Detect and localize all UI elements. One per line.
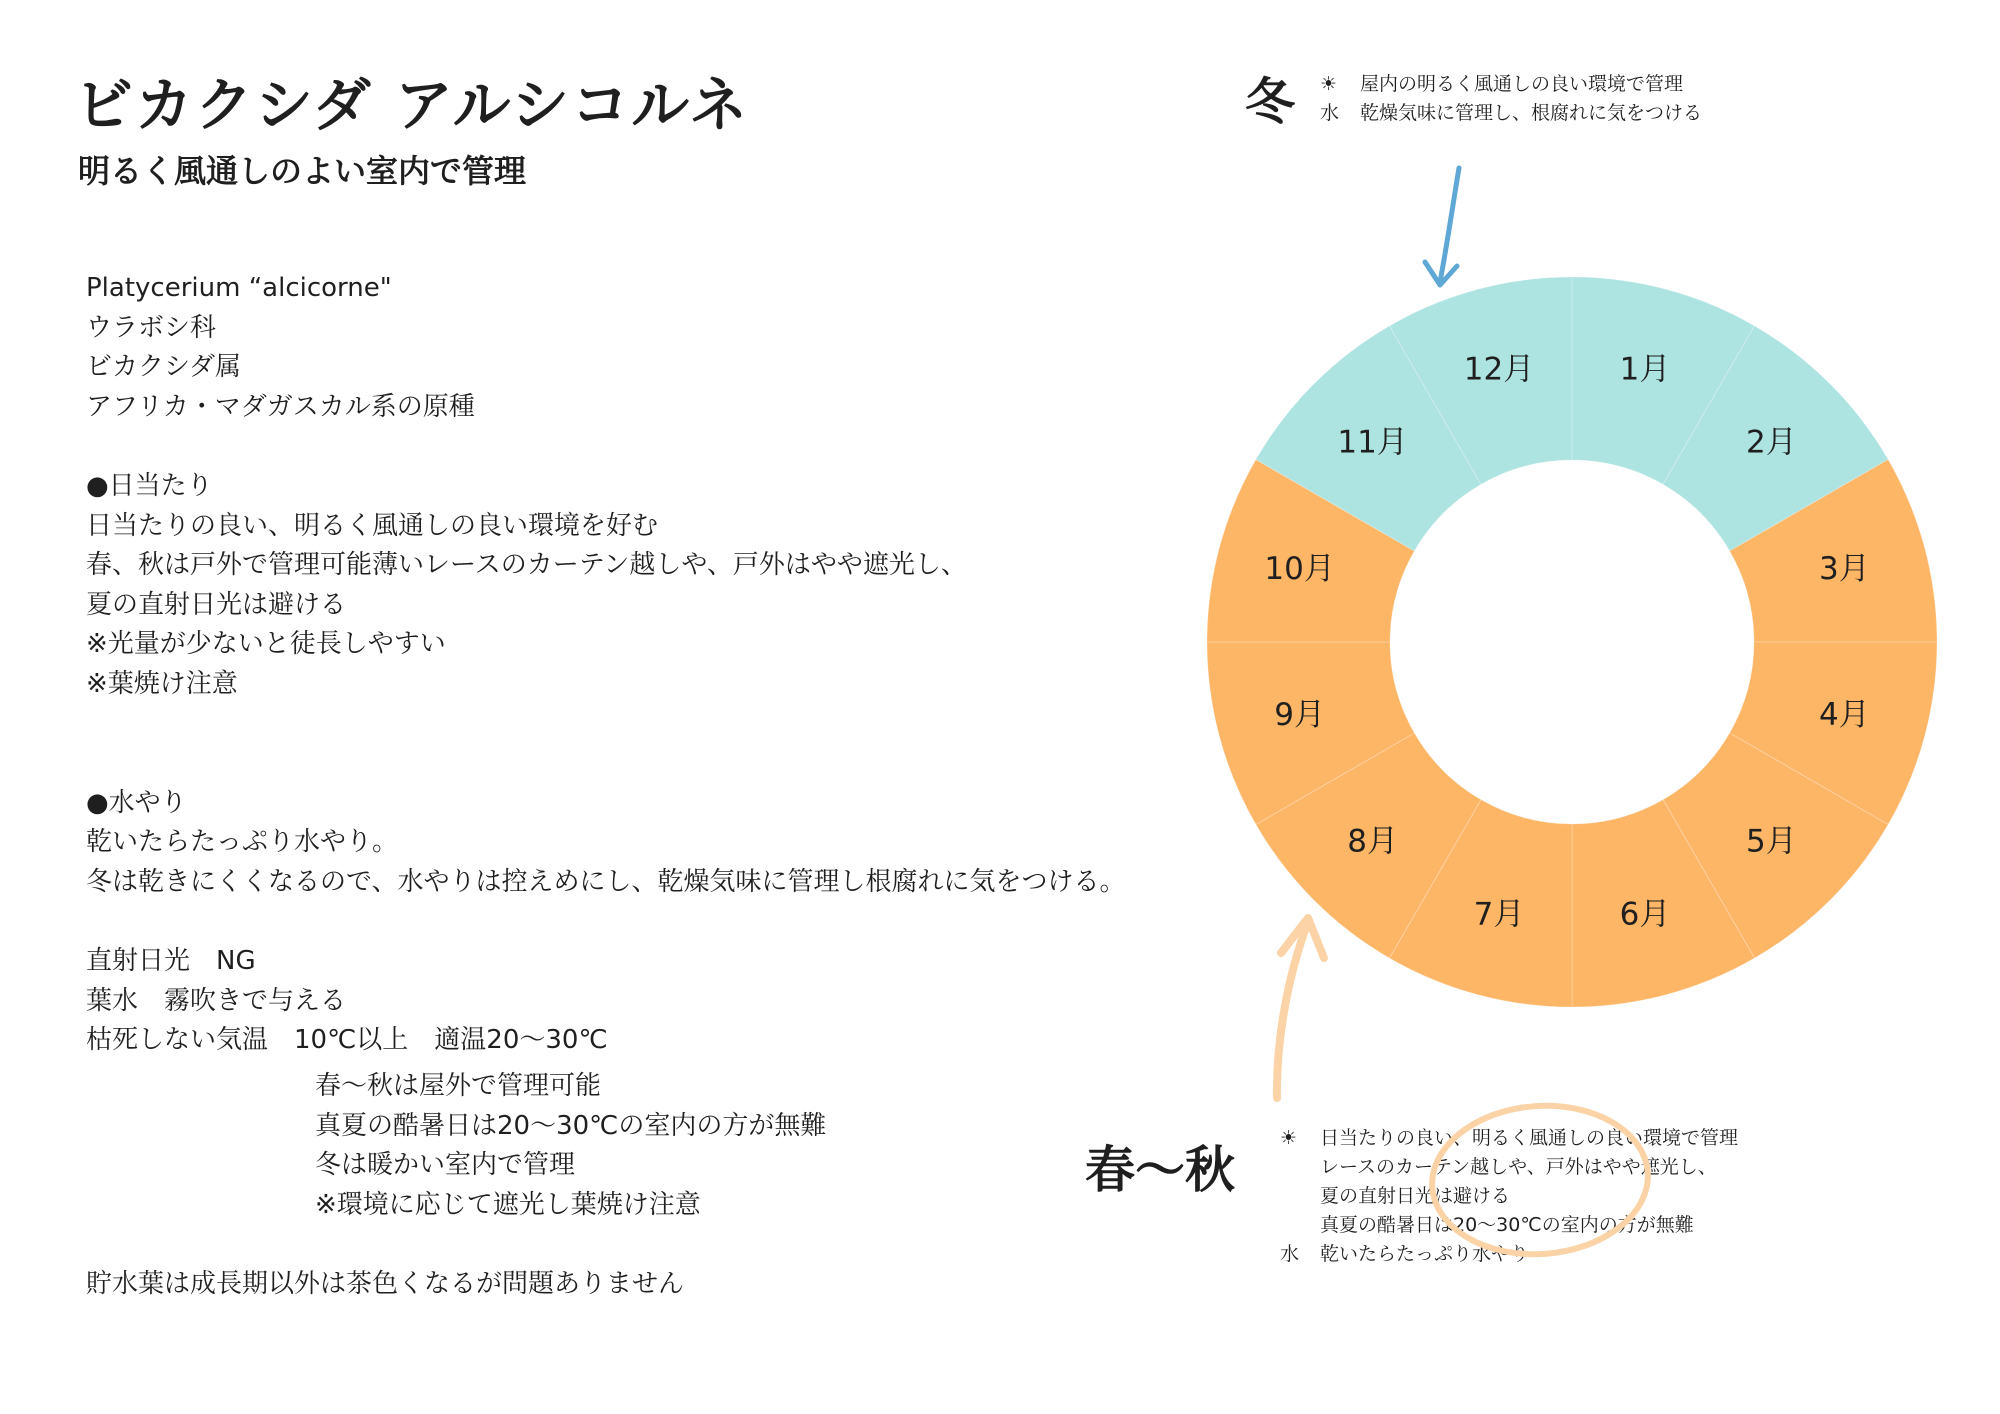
temp-note-line: ※環境に応じて遮光し葉焼け注意 bbox=[315, 1189, 701, 1220]
month-label: 6月 bbox=[1619, 896, 1671, 933]
info-line: 春、秋は戸外で管理可能薄いレースのカーテン越しや、戸外はやや遮光し、 bbox=[86, 550, 967, 581]
page-subtitle: 明るく風通しのよい室内で管理 bbox=[78, 152, 527, 190]
spring-autumn-sun-text: 夏の直射日光は避ける bbox=[1320, 1185, 1511, 1207]
water-icon: 水 bbox=[1320, 102, 1340, 124]
info-line: 夏の直射日光は避ける bbox=[86, 589, 347, 620]
info-line: ウラボシ科 bbox=[86, 312, 217, 343]
month-label: 9月 bbox=[1274, 696, 1325, 733]
month-label: 10月 bbox=[1264, 551, 1335, 588]
water-storage-note: 貯水葉は成長期以外は茶色くなるが問題ありません bbox=[86, 1269, 685, 1299]
sun-icon: ☀ bbox=[1320, 73, 1338, 95]
season-donut-chart bbox=[1196, 266, 1948, 1018]
info-line: 乾いたらたっぷり水やり。 bbox=[86, 827, 399, 858]
highlight-circle bbox=[1427, 1099, 1653, 1262]
spring-autumn-sun-text: 日当たりの良い、明るく風通しの良い環境で管理 bbox=[1320, 1127, 1739, 1149]
info-line: 葉水 霧吹きで与える bbox=[86, 985, 347, 1016]
month-label: 4月 bbox=[1819, 696, 1870, 733]
winter-sun-text: 屋内の明るく風通しの良い環境で管理 bbox=[1360, 73, 1684, 95]
temp-note-line: 真夏の酷暑日は20〜30℃の室内の方が無難 bbox=[315, 1110, 827, 1141]
temp-note-line: 冬は暖かい室内で管理 bbox=[315, 1150, 576, 1181]
info-line: ●日当たり bbox=[86, 471, 213, 501]
info-line: 枯死しない気温 10℃以上 適温20〜30℃ bbox=[86, 1025, 608, 1056]
month-label: 5月 bbox=[1746, 823, 1797, 860]
spring-autumn-sun-text: 真夏の酷暑日は20〜30℃の室内の方が無難 bbox=[1320, 1214, 1694, 1236]
info-line: ビカクシダ属 bbox=[86, 352, 241, 383]
chart-slices bbox=[1207, 277, 1937, 1007]
month-label: 3月 bbox=[1819, 551, 1870, 588]
spring-autumn-water-text: 乾いたらたっぷり水やり bbox=[1320, 1243, 1530, 1265]
month-label: 2月 bbox=[1746, 424, 1797, 461]
month-label: 11月 bbox=[1337, 424, 1408, 461]
winter-water-text: 乾燥気味に管理し、根腐れに気をつける bbox=[1360, 102, 1703, 124]
sun-icon: ☀ bbox=[1280, 1127, 1298, 1149]
info-line: 冬は乾きにくくなるので、水やりは控えめにし、乾燥気味に管理し根腐れに気をつける。 bbox=[86, 867, 1126, 897]
info-line: ※光量が少ないと徒長しやすい bbox=[86, 629, 446, 660]
month-label: 12月 bbox=[1463, 351, 1535, 388]
month-label: 7月 bbox=[1473, 896, 1525, 933]
temp-note-line: 春〜秋は屋外で管理可能 bbox=[315, 1071, 602, 1101]
info-line: ●水やり bbox=[86, 787, 187, 818]
info-line: アフリカ・マダガスカル系の原種 bbox=[86, 391, 475, 422]
water-icon: 水 bbox=[1280, 1243, 1300, 1265]
spring-autumn-sun-text: レースのカーテン越しや、戸外はやや遮光し、 bbox=[1320, 1156, 1717, 1178]
winter-label: 冬 bbox=[1245, 73, 1295, 131]
info-line: 直射日光 NG bbox=[86, 946, 256, 977]
month-label: 8月 bbox=[1347, 823, 1398, 860]
info-line: 日当たりの良い、明るく風通しの良い環境を好む bbox=[86, 510, 659, 541]
info-line: Platycerium “alcicorne" bbox=[86, 273, 392, 303]
spring-autumn-label: 春〜秋 bbox=[1085, 1141, 1235, 1199]
month-label: 1月 bbox=[1619, 351, 1671, 388]
info-line: ※葉焼け注意 bbox=[86, 669, 238, 699]
page-title: ビカクシダ アルシコルネ bbox=[75, 71, 750, 139]
